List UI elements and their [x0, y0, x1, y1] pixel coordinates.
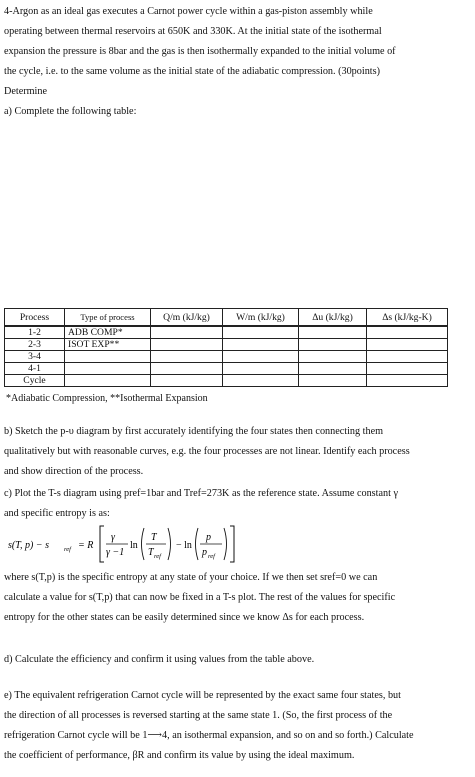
table-cell[interactable] — [223, 363, 299, 375]
table-header-row — [5, 309, 448, 327]
part-c-after-line: calculate a value for s(T,p) that can now be fixed in a T-s plot. The rest of the values for specific — [4, 592, 396, 603]
intro-line: operating between thermal reservoirs at 650K and 330K. At the initial state of the isothermal — [4, 26, 382, 37]
part-d-line: d) Calculate the efficiency and confirm it using values from the table above. — [4, 654, 315, 665]
part-a-text: a) Complete the following table: — [4, 106, 137, 117]
table-cell: 3-4 — [5, 351, 65, 363]
table-header: W/m (kJ/kg) — [223, 309, 299, 327]
table-cell[interactable] — [299, 363, 367, 375]
table-cell[interactable] — [299, 339, 367, 351]
table-cell: ADB COMP* — [65, 326, 151, 339]
table-header: Process — [5, 309, 65, 327]
table-cell[interactable] — [367, 326, 448, 339]
right-paren — [224, 528, 227, 560]
table-footnote: *Adiabatic Compression, **Isothermal Expansion — [6, 393, 208, 404]
table-cell[interactable] — [223, 326, 299, 339]
table-cell[interactable] — [299, 351, 367, 363]
part-b-line: and show direction of the process. — [4, 466, 144, 477]
table-cell[interactable] — [65, 363, 151, 375]
table-cell[interactable] — [65, 375, 151, 387]
eq-minus-ln: − ln — [176, 540, 192, 551]
table-cell: 1-2 — [5, 326, 65, 339]
eq-equals-r: = R — [78, 540, 94, 551]
table-header: Q/m (kJ/kg) — [151, 309, 223, 327]
part-e-line: the direction of all processes is reversed starting at the same state 1. (So, the first process of the — [4, 710, 393, 721]
part-e-line: e) The equivalent refrigeration Carnot cycle will be represented by the exact same four states, but — [4, 690, 401, 701]
part-b-line: qualitatively but with reasonable curves, e.g. the four processes are not linear. Identify each process — [4, 446, 410, 457]
table-cell: Cycle — [5, 375, 65, 387]
left-bracket — [100, 526, 104, 562]
eq-t-ref-sub: ref — [154, 553, 161, 560]
part-c-after-line: entropy for the other states can be easily determined since we know Δs for each process. — [4, 612, 365, 623]
entropy-equation — [8, 522, 268, 566]
part-b — [4, 422, 450, 482]
table-cell[interactable] — [151, 375, 223, 387]
table-row — [5, 339, 448, 351]
table-cell[interactable] — [367, 363, 448, 375]
table-cell[interactable] — [367, 351, 448, 363]
table-row — [5, 326, 448, 339]
part-b-line: b) Sketch the p-υ diagram by first accurately identifying the four states then connecting them — [4, 426, 384, 437]
right-paren — [168, 528, 171, 560]
eq-p-ref: p — [202, 547, 207, 558]
eq-gamma-minus-1: γ −1 — [106, 547, 125, 558]
table-cell[interactable] — [151, 351, 223, 363]
eq-t: T — [151, 532, 157, 543]
part-c-line: c) Plot the T-s diagram using pref=1bar and Tref=273K as the reference state. Assume constant γ — [4, 488, 398, 499]
left-paren — [196, 528, 199, 560]
part-d — [4, 650, 450, 670]
part-c-explanation — [4, 568, 450, 628]
table-cell: ISOT EXP** — [65, 339, 151, 351]
table-cell[interactable] — [223, 339, 299, 351]
table-cell[interactable] — [299, 375, 367, 387]
table-row — [5, 363, 448, 375]
intro-line: expansion the pressure is 8bar and the gas is then isothermally expanded to the initial volume of — [4, 46, 396, 57]
table-cell[interactable] — [151, 326, 223, 339]
part-e — [4, 686, 450, 766]
eq-gamma: γ — [111, 532, 115, 543]
part-c — [4, 484, 450, 524]
table-row — [5, 375, 448, 387]
part-e-line: refrigeration Carnot cycle will be 1⟶4, an isothermal expansion, and so on and so forth.) Calculate — [4, 730, 414, 741]
eq-ln: ln — [130, 540, 138, 551]
eq-p: p — [206, 532, 211, 543]
right-bracket — [230, 526, 234, 562]
left-paren — [142, 528, 145, 560]
table-header: Type of process — [65, 309, 151, 327]
part-e-line: the coefficient of performance, βR and confirm its value by using the ideal maximum. — [4, 750, 355, 761]
intro-line: 4-Argon as an ideal gas executes a Carnot power cycle within a gas-piston assembly while — [4, 6, 373, 17]
eq-t-ref: T — [148, 547, 154, 558]
eq-p-ref-sub: ref — [208, 553, 215, 560]
eq-lhs: s(T, p) − s — [8, 540, 50, 551]
table-header: Δu (kJ/kg) — [299, 309, 367, 327]
table-cell[interactable] — [367, 375, 448, 387]
determine-heading: Determine — [4, 86, 47, 97]
table-cell: 4-1 — [5, 363, 65, 375]
table-row — [5, 351, 448, 363]
table-cell[interactable] — [151, 339, 223, 351]
part-c-line: and specific entropy is as: — [4, 508, 110, 519]
table-cell: 2-3 — [5, 339, 65, 351]
table-header: Δs (kJ/kg-K) — [367, 309, 448, 327]
table-cell[interactable] — [223, 351, 299, 363]
table-cell[interactable] — [299, 326, 367, 339]
problem-intro — [4, 2, 450, 122]
table-cell[interactable] — [151, 363, 223, 375]
process-table — [4, 308, 448, 387]
eq-lhs-sub: ref — [64, 546, 71, 553]
part-c-after-line: where s(T,p) is the specific entropy at any state of your choice. If we then set sref=0 we can — [4, 572, 378, 583]
intro-line: the cycle, i.e. to the same volume as the initial state of the adiabatic compression. (30points) — [4, 66, 380, 77]
table-cell[interactable] — [367, 339, 448, 351]
table-cell[interactable] — [65, 351, 151, 363]
table-cell[interactable] — [223, 375, 299, 387]
